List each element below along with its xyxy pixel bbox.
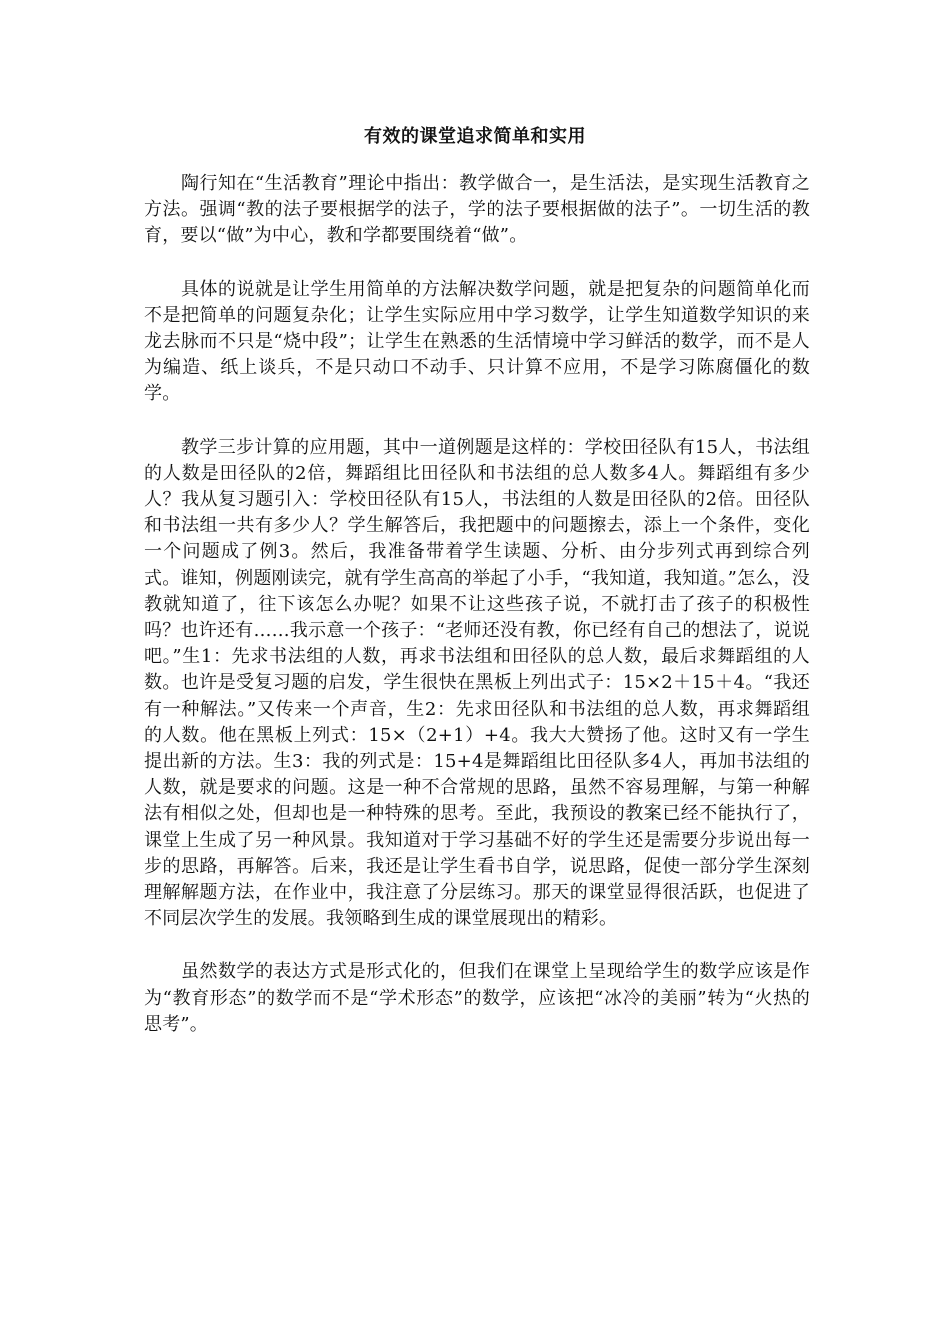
paragraph-1: 陶行知在“生活教育”理论中指出：教学做合一，是生活法，是实现生活教育之方法。强调“教的法子要根据学的法子，学的法子要根据做的法子”。一切生活的教育，要以“做”为中心，教和学都要围绕着“做”。 — [144, 173, 810, 247]
document-body — [144, 171, 810, 1065]
paragraph-3: 教学三步计算的应用题，其中一道例题是这样的：学校田径队有15人，书法组的人数是田径队的2倍，舞蹈组比田径队和书法组的总人数多4人。舞蹈组有多少人？我从复习题引入：学校田径队有15人，书法组的人数是田径队的2倍。田径队和书法组一共有多少人？学生解答后，我把题中的问题擦去，添上一个条件，变化一个问题成了例3。然后，我准备带着学生读题、分析、由分步列式再到综合列式。谁知，例题刚读完，就有学生高高的举起了小手，“我知道，我知道。”怎么，没教就知道了，往下该怎么办呢？如果不让这些孩子说，不就打击了孩子的积极性吗？也许还有……我示意一个孩子：“老师还没有教，你已经有自己的想法了，说说吧。”生1：先求书法组的人数，再求书法组和田径队的总人数，最后求舞蹈组的人数。也许是受复习题的启发，学生很快在黑板上列出式子：15×2＋15＋4。“我还有一种解法。”又传来一个声音，生2：先求田径队和书法组的总人数，再求舞蹈组的人数。他在黑板上列式：15×（2+1）+4。我大大赞扬了他。这时又有一学生提出新的方法。生3：我的列式是：15+4是舞蹈组比田径队多4人，再加书法组的人数，就是要求的问题。这是一种不合常规的思路，虽然不容易理解，与第一种解法有相似之处，但却也是一种特殊的思考。至此，我预设的教案已经不能执行了，课堂上生成了另一种风景。我知道对于学习基础不好的学生还是需要分步说出每一步的思路，再解答。后来，我还是让学生看书自学，说思路，促使一部分学生深刻理解解题方法，在作业中，我注意了分层练习。那天的课堂显得很活跃，也促进了不同层次学生的发展。我领略到生成的课堂展现出的精彩。 — [144, 436, 810, 930]
document-title: 有效的课堂追求简单和实用 — [364, 126, 586, 147]
paragraph-2: 具体的说就是让学生用简单的方法解决数学问题，就是把复杂的问题简单化而不是把简单的问题复杂化；让学生实际应用中学习数学，让学生知道数学知识的来龙去脉而不只是“烧中段”；让学生在熟悉的生活情境中学习鲜活的数学，而不是人为编造、纸上谈兵，不是只动口不动手、只计算不应用，不是学习陈腐僵化的数学。 — [144, 278, 810, 405]
paragraph-4: 虽然数学的表达方式是形式化的，但我们在课堂上呈现给学生的数学应该是作为“教育形态”的数学而不是“学术形态”的数学，应该把“冰冷的美丽”转为“火热的思考”。 — [144, 961, 810, 1035]
